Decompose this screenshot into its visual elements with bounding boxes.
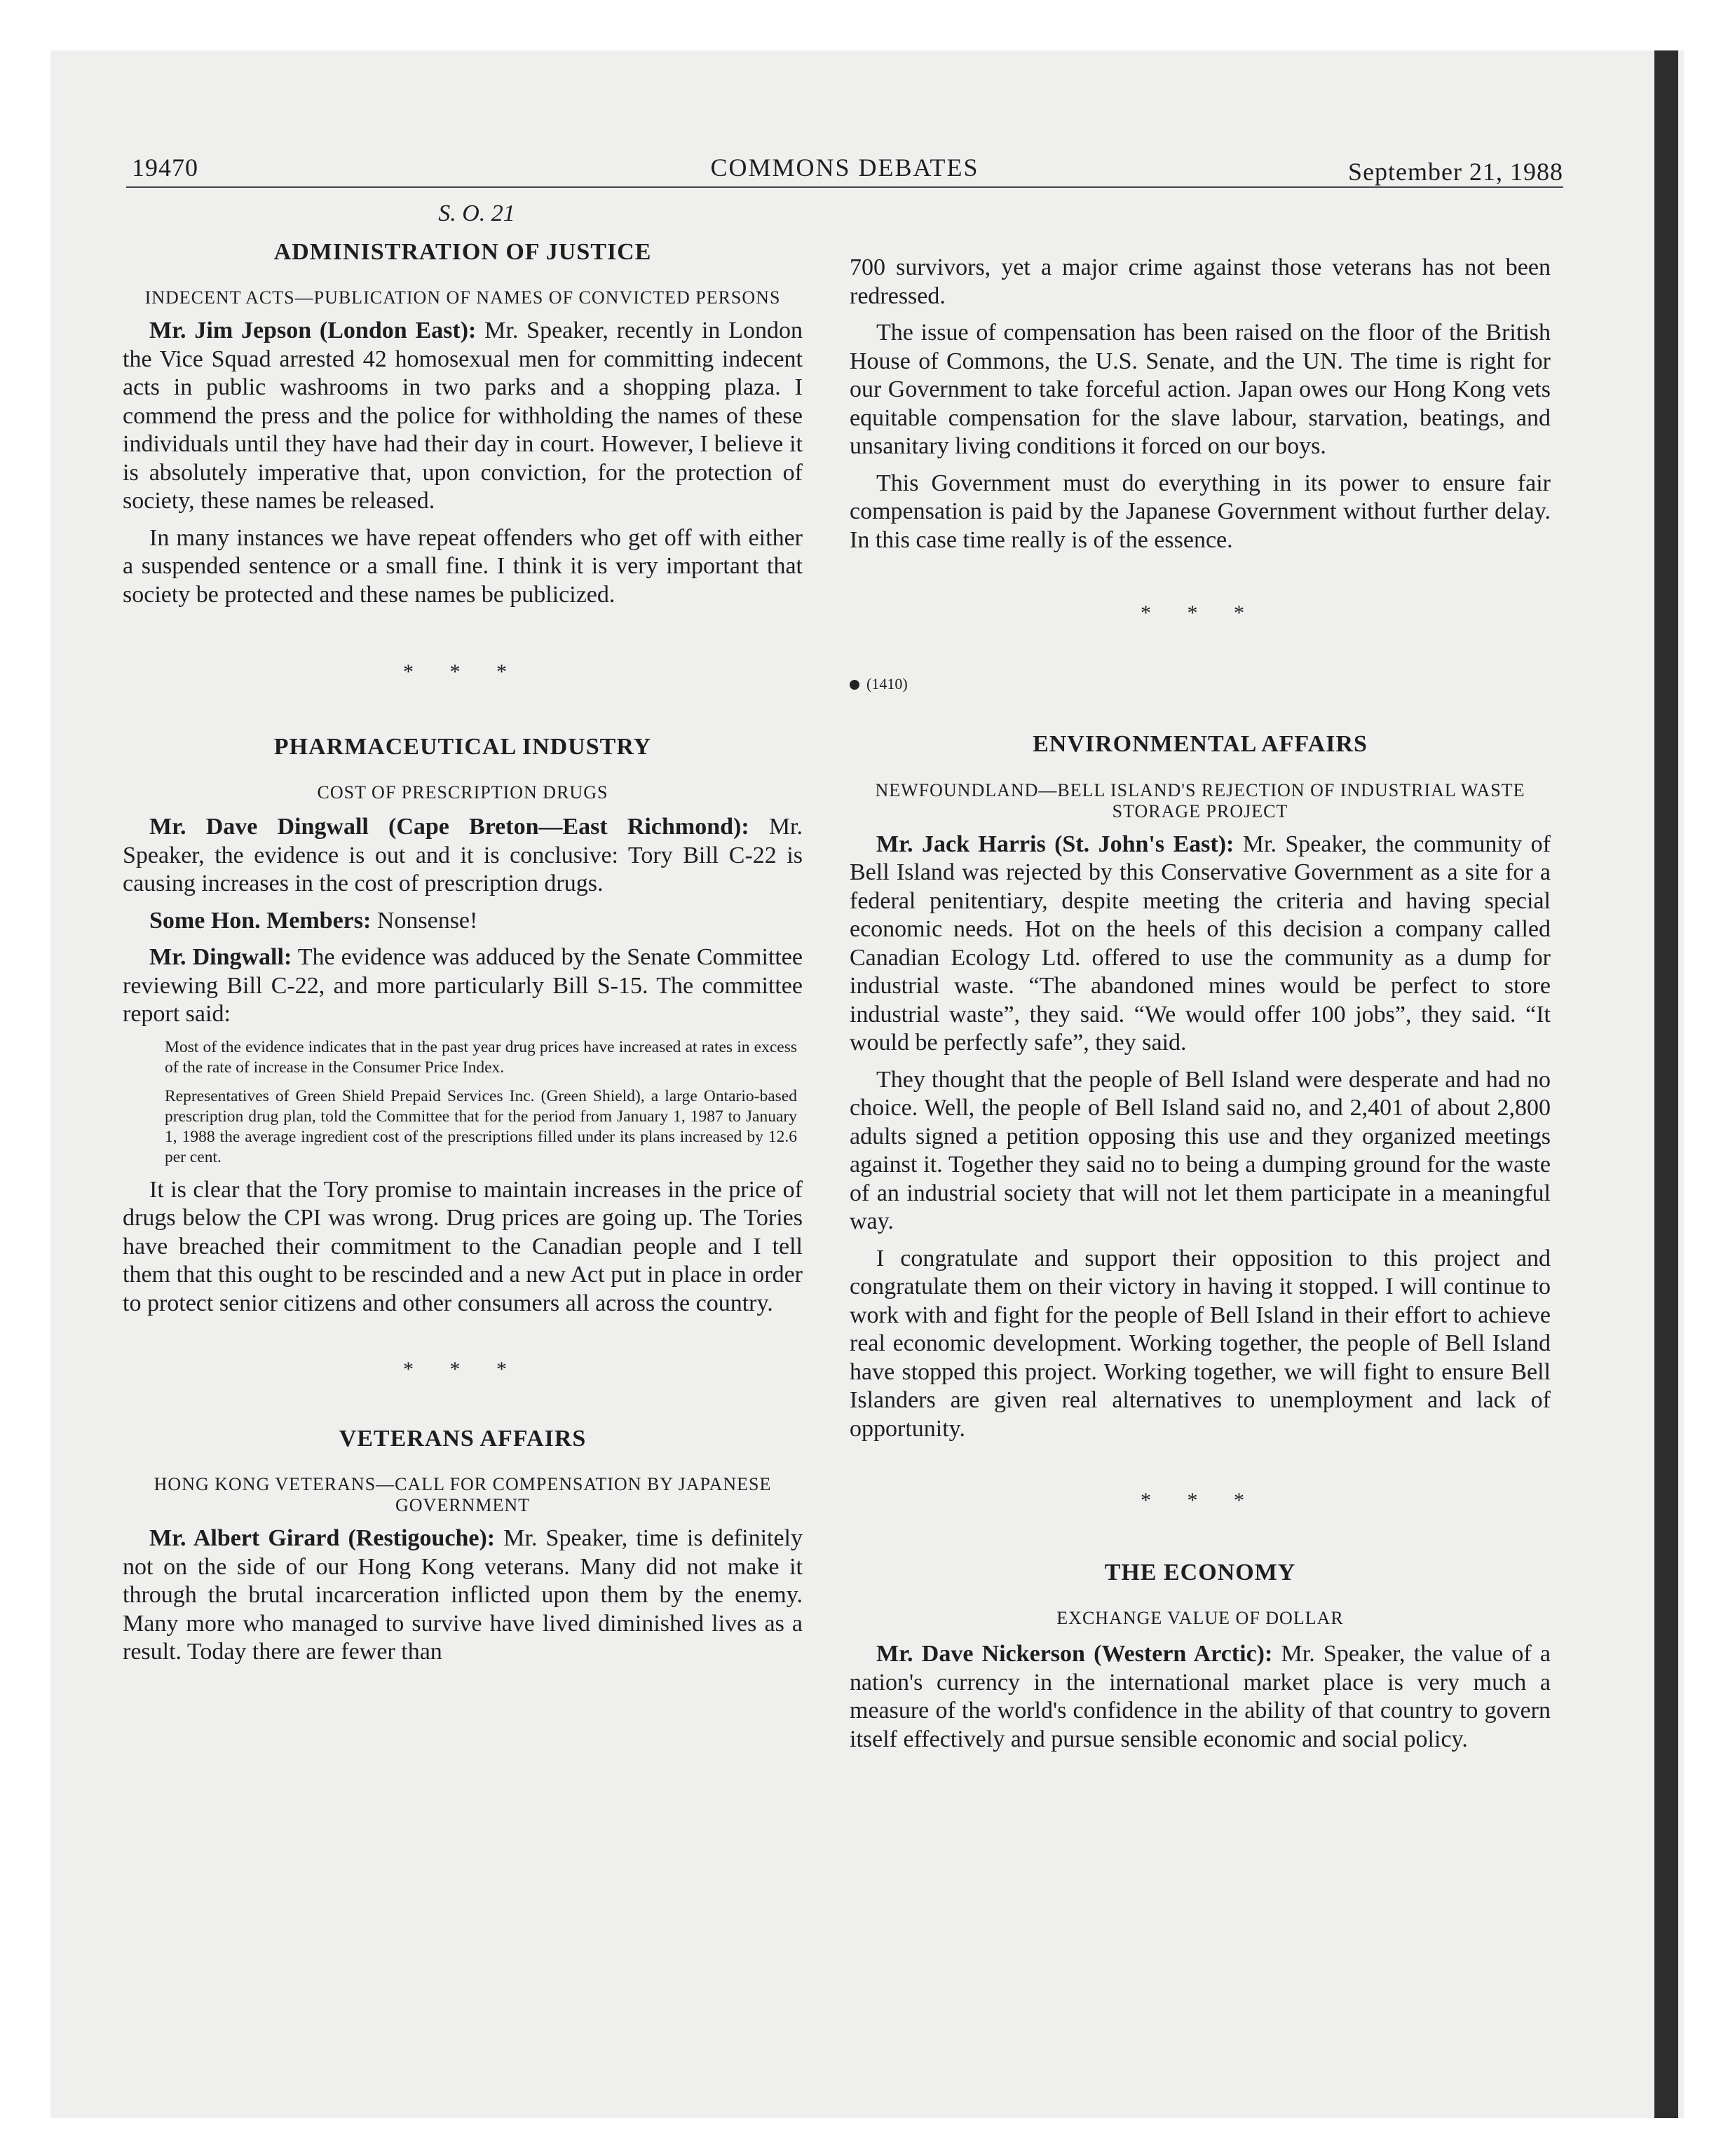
subheading-justice: INDECENT ACTS—PUBLICATION OF NAMES OF CONVICTED PERSONS bbox=[144, 287, 781, 308]
page-date: September 21, 1988 bbox=[1348, 158, 1563, 186]
binding-edge bbox=[1654, 50, 1678, 2118]
subheading-economy: EXCHANGE VALUE OF DOLLAR bbox=[1056, 1608, 1344, 1628]
paragraph-text: Nonsense! bbox=[371, 907, 478, 934]
paragraph bbox=[123, 1524, 803, 1667]
section-separator: * * * bbox=[1141, 1489, 1260, 1512]
paragraph: 700 survivors, yet a major crime against those veterans has not been redressed. bbox=[850, 254, 1551, 309]
time-marker bbox=[850, 670, 1551, 699]
section-heading-justice: ADMINISTRATION OF JUSTICE bbox=[273, 238, 652, 265]
subheading-environment: NEWFOUNDLAND—BELL ISLAND'S REJECTION OF INDUSTRIAL WASTE STORAGE PROJECT bbox=[875, 779, 1525, 821]
paragraph: In many instances we have repeat offenders who get off with either a suspended sentence or a small fine. I think it is very important that society be protected and these names be publicized. bbox=[123, 524, 803, 608]
section-heading-economy: THE ECONOMY bbox=[1104, 1559, 1296, 1585]
speaker-name: Some Hon. Members: bbox=[149, 907, 372, 934]
paragraph bbox=[850, 1640, 1551, 1754]
left-column bbox=[123, 200, 803, 1675]
section-separator: * * * bbox=[1141, 601, 1260, 625]
paragraph: It is clear that the Tory promise to maintain increases in the price of drugs below the CPI was wrong. Drug prices are going up. The Tories have breached their commitment to the Canadian people and I tell them that this ought to be rescinded and a new Act put in place in order to protect senior citizens and other consumers all across the country. bbox=[123, 1176, 803, 1316]
subheading-veterans: HONG KONG VETERANS—CALL FOR COMPENSATION BY JAPANESE GOVERNMENT bbox=[154, 1474, 772, 1515]
section-separator: * * * bbox=[403, 1358, 522, 1381]
paragraph: I congratulate and support their opposition to this project and congratulate them on their victory in having it stopped. I will continue to work with and fight for the people of Bell Island in their effort to achieve real economic development. Working together, the people of Bell Island have stopped this project. Working together, we will fight to ensure Bell Islanders are given real alternatives to unemployment and lack of opportunity. bbox=[850, 1245, 1551, 1442]
section-heading-environment: ENVIRONMENTAL AFFAIRS bbox=[1033, 731, 1368, 757]
bullet-icon bbox=[850, 680, 859, 690]
publication-title: COMMONS DEBATES bbox=[710, 153, 979, 182]
paragraph bbox=[123, 907, 803, 936]
paragraph-text: The evidence was adduced by the Senate Committee reviewing Bill C-22, and more particularly Bill S-15. The committee report said: bbox=[123, 944, 803, 1027]
paragraph bbox=[850, 831, 1551, 1058]
standing-order-label: S. O. 21 bbox=[438, 200, 515, 226]
section-separator: * * * bbox=[403, 660, 522, 683]
paragraph: They thought that the people of Bell Island were desperate and had no choice. Well, the people of Bell Island said no, and 2,401 of about 2,800 adults signed a petition opposing this use and they organized meetings against it. Together they said no to being a dumping ground for the waste of an industrial society that will not let them participate in a meaningful way. bbox=[850, 1066, 1551, 1234]
speaker-name: Mr. Dave Dingwall (Cape Breton—East Richmond): bbox=[149, 814, 749, 840]
paragraph: The issue of compensation has been raised on the floor of the British House of Commons, the U.S. Senate, and the UN. The time is right for our Government to take forceful action. Japan owes our Hong Kong vets equitable compensation for the slave labour, starvation, beatings, and unsanitary living conditions it forced on our boys. bbox=[850, 320, 1551, 459]
block-quote: Representatives of Green Shield Prepaid Services Inc. (Green Shield), a large Ontario-based prescription drug plan, told the Committee that for the period from January 1, 1987 to January 1, 1988 the average ingredient cost of the prescriptions filled under its plans increased by 12.6 per cent. bbox=[165, 1086, 797, 1166]
paragraph-text: Mr. Speaker, the community of Bell Island was rejected by this Conservative Government as a site for a federal penitentiary, despite meeting the criteria and having special economic needs. Hot on the heels of this decision a company called Canadian Ecology Ltd. offered to use the community as a dump for industrial waste. “The abandoned mines would be perfect to store industrial waste”, they said. “We would offer 100 jobs”, they said. “It would be perfectly safe”, they said. bbox=[850, 831, 1551, 1056]
paragraph-text: Mr. Speaker, time is definitely not on the side of our Hong Kong veterans. Many did not make it through the brutal incarceration inflicted upon them by the enemy. Many more who managed to survive have lived diminished lives as a result. Today there are fewer than bbox=[123, 1525, 803, 1665]
paragraph-text: Mr. Speaker, recently in London the Vice Squad arrested 42 homosexual men for committing indecent acts in public washrooms in two parks and a shopping plaza. I commend the press and the police for withholding the names of these individuals until they have had their day in court. However, I believe it is absolutely imperative that, upon conviction, for the protection of society, these names be released. bbox=[123, 318, 803, 514]
paragraph bbox=[123, 813, 803, 899]
right-column bbox=[850, 254, 1551, 1762]
page-header bbox=[126, 149, 1563, 188]
speaker-name: Mr. Jack Harris (St. John's East): bbox=[876, 831, 1234, 857]
subheading-pharma: COST OF PRESCRIPTION DRUGS bbox=[317, 782, 608, 803]
speaker-name: Mr. Jim Jepson (London East): bbox=[149, 318, 477, 343]
speaker-name: Mr. Dingwall: bbox=[149, 944, 292, 970]
paragraph bbox=[123, 317, 803, 516]
paragraph: This Government must do everything in its power to ensure fair compensation is paid by the Japanese Government without further delay. In this case time really is of the essence. bbox=[850, 470, 1551, 553]
section-heading-veterans: VETERANS AFFAIRS bbox=[339, 1425, 587, 1452]
paragraph-text: Mr. Speaker, the value of a nation's currency in the international market place is very much a measure of the world's confidence in the ability of that country to govern itself effectively and pursue sensible economic and social policy. bbox=[850, 1641, 1551, 1752]
speaker-name: Mr. Albert Girard (Restigouche): bbox=[149, 1525, 496, 1551]
speaker-name: Mr. Dave Nickerson (Western Arctic): bbox=[876, 1641, 1273, 1667]
time-marker-text: (1410) bbox=[866, 674, 908, 692]
section-heading-pharma: PHARMACEUTICAL INDUSTRY bbox=[273, 733, 652, 760]
page-number: 19470 bbox=[132, 153, 198, 182]
block-quote: Most of the evidence indicates that in the past year drug prices have increased at rates in excess of the rate of increase in the Consumer Price Index. bbox=[165, 1037, 797, 1077]
paragraph bbox=[123, 943, 803, 1029]
paragraph-text: Mr. Speaker, the evidence is out and it is conclusive: Tory Bill C-22 is causing increases in the cost of prescription drugs. bbox=[123, 814, 803, 896]
